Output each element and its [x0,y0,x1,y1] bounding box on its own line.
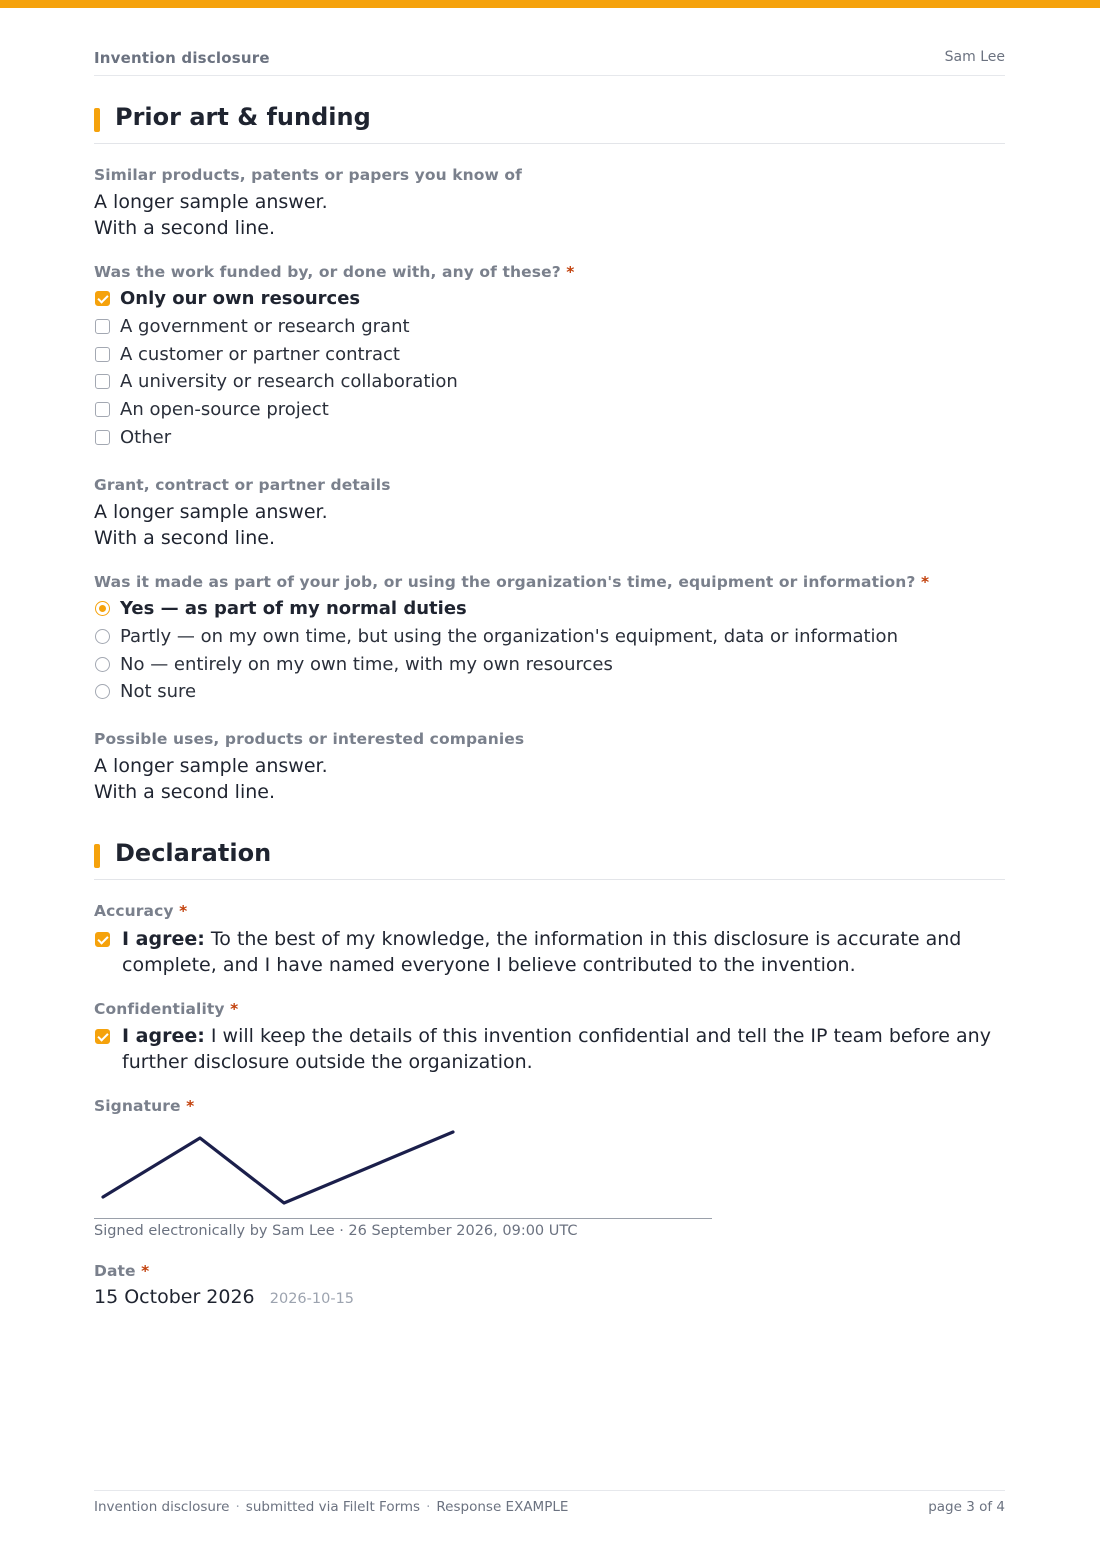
question-text: Date [94,1262,136,1280]
option-label: A university or research collaboration [120,371,458,392]
checkbox-icon[interactable] [95,319,110,334]
footer-response: Response EXAMPLE [436,1499,569,1515]
required-mark: * [186,1097,195,1115]
confidentiality-agreement[interactable] [94,1023,1005,1075]
accuracy-agreement[interactable] [94,926,1005,978]
user-name: Sam Lee [944,49,1005,65]
required-mark: * [179,902,188,920]
radio-selected-icon[interactable] [95,601,110,616]
signature-drawing [94,1124,494,1214]
required-mark: * [566,263,575,281]
option-label: A customer or partner contract [120,344,400,365]
date-value-row [94,1286,354,1308]
answer-line: With a second line. [94,781,275,803]
question-job-label [94,573,929,591]
agreement-body: I will keep the details of this invention confidential and tell the IP team before any further disclosure outside the organization. [122,1025,991,1073]
question-uses-label: Possible uses, products or interested companies [94,730,525,748]
question-signature-label [94,1097,194,1115]
answer-line: A longer sample answer. [94,501,328,523]
question-text: Confidentiality [94,1000,225,1018]
option-label: No — entirely on my own time, with my own resources [120,654,613,675]
separator-dot: · [426,1499,431,1515]
checkbox-icon[interactable] [95,402,110,417]
option-label: Other [120,427,172,448]
question-text: Accuracy [94,902,174,920]
question-text: Was it made as part of your job, or using the organization's time, equipment or information? [94,573,916,591]
answer-similar [94,189,328,241]
answer-line: With a second line. [94,527,275,549]
page-number: page 3 of 4 [928,1499,1005,1515]
question-grant-label: Grant, contract or partner details [94,476,391,494]
question-funding-label [94,263,575,281]
footer-meta [94,1499,568,1515]
required-mark: * [141,1262,150,1280]
signature-caption: Signed electronically by Sam Lee · 26 September 2026, 09:00 UTC [94,1223,578,1239]
page-footer [94,1490,1005,1515]
footer-via: submitted via FileIt Forms [245,1499,421,1515]
option-label: An open-source project [120,399,329,420]
section-title: Prior art & funding [115,103,371,131]
page-header [94,48,1005,76]
separator-dot: · [235,1499,240,1515]
question-similar-label: Similar products, patents or papers you know of [94,166,523,184]
question-text: Signature [94,1097,181,1115]
question-confidentiality-label [94,1000,238,1018]
answer-grant [94,499,328,551]
agreement-text [122,1023,1005,1075]
option-label: Not sure [120,681,197,702]
section-accent-bar [94,108,100,132]
option-label: Partly — on my own time, but using the organization's equipment, data or information [120,626,898,647]
radio-icon[interactable] [95,684,110,699]
option-label: Only our own resources [120,288,361,309]
option-label: A government or research grant [120,316,410,337]
option-label: Yes — as part of my normal duties [120,598,467,619]
accent-top-bar [0,0,1100,8]
signature-baseline [94,1218,712,1219]
radio-icon[interactable] [95,657,110,672]
question-text: Was the work funded by, or done with, any of these? [94,263,561,281]
answer-uses [94,753,328,805]
section-prior-art [94,103,1005,144]
answer-line: With a second line. [94,217,275,239]
answer-line: A longer sample answer. [94,755,328,777]
signature-stroke [103,1132,453,1203]
checkbox-icon[interactable] [95,430,110,445]
checkbox-icon[interactable] [95,374,110,389]
checkbox-icon[interactable] [95,347,110,362]
section-accent-bar [94,844,100,868]
question-accuracy-label [94,902,187,920]
agree-prefix: I agree: [122,1025,205,1047]
checkbox-checked-icon[interactable] [95,1029,110,1044]
date-value: 15 October 2026 [94,1286,255,1308]
answer-line: A longer sample answer. [94,191,328,213]
form-title: Invention disclosure [94,49,270,67]
radio-icon[interactable] [95,629,110,644]
question-date-label [94,1262,149,1280]
agree-prefix: I agree: [122,928,205,950]
required-mark: * [921,573,930,591]
date-iso: 2026-10-15 [269,1291,355,1307]
required-mark: * [230,1000,239,1018]
footer-form: Invention disclosure [94,1499,230,1515]
section-declaration [94,839,1005,880]
checkbox-checked-icon[interactable] [95,932,110,947]
section-title: Declaration [115,839,272,867]
agreement-text [122,926,1005,978]
checkbox-checked-icon[interactable] [95,291,110,306]
agreement-body: To the best of my knowledge, the information in this disclosure is accurate and complete, and I have named everyone I believe contributed to the invention. [122,928,962,976]
